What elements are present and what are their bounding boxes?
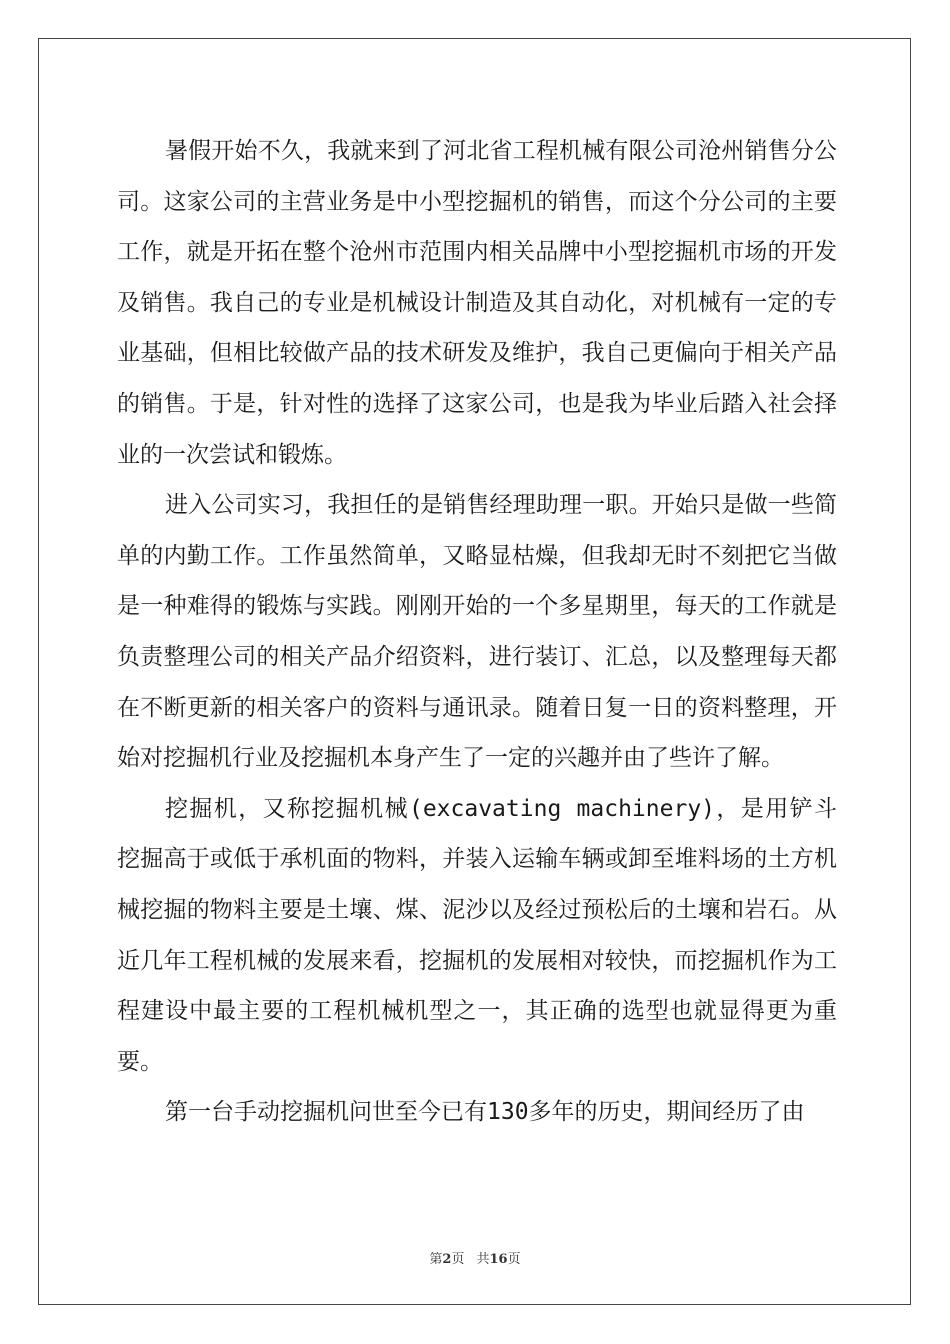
current-page-number: 2	[442, 1252, 452, 1267]
total-prefix: 共	[476, 1252, 490, 1267]
document-body	[117, 126, 837, 1138]
page-suffix: 页	[451, 1252, 465, 1267]
paragraph-2: 进入公司实习，我担任的是销售经理助理一职。开始只是做一些简单的内勤工作。工作虽然简单，又略显枯燥，但我却无时不刻把它当做是一种难得的锻炼与实践。刚刚开始的一个多星期里，每天的工作就是负责整理公司的相关产品介绍资料，进行装订、汇总，以及整理每天都在不断更新的相关客户的资料与通讯录。随着日复一日的资料整理，开始对挖掘机行业及挖掘机本身产生了一定的兴趣并由了些许了解。	[117, 492, 837, 772]
total-suffix: 页	[507, 1252, 521, 1267]
paragraph-3: 挖掘机，又称挖掘机械(excavating machinery)，是用铲斗挖掘高于或低于承机面的物料，并装入运输车辆或卸至堆料场的土方机械挖掘的物料主要是土壤、煤、泥沙以及经过预松后的土壤和岩石。从近几年工程机械的发展来看，挖掘机的发展相对较快，而挖掘机作为工程建设中最主要的工程机械机型之一，其正确的选型也就显得更为重要。	[117, 795, 837, 1075]
page-prefix: 第	[429, 1252, 443, 1267]
total-page-count: 16	[489, 1252, 508, 1267]
page-footer	[0, 1248, 950, 1267]
paragraph-4: 第一台手动挖掘机问世至今已有130多年的历史，期间经历了由	[165, 1099, 805, 1126]
paragraph-1: 暑假开始不久，我就来到了河北省工程机械有限公司沧州销售分公司。这家公司的主营业务是中小型挖掘机的销售，而这个分公司的主要工作，就是开拓在整个沧州市范围内相关品牌中小型挖掘机市场的开发及销售。我自己的专业是机械设计制造及其自动化，对机械有一定的专业基础，但相比较做产品的技术研发及维护，我自己更偏向于相关产品的销售。于是，针对性的选择了这家公司，也是我为毕业后踏入社会择业的一次尝试和锻炼。	[117, 138, 837, 468]
